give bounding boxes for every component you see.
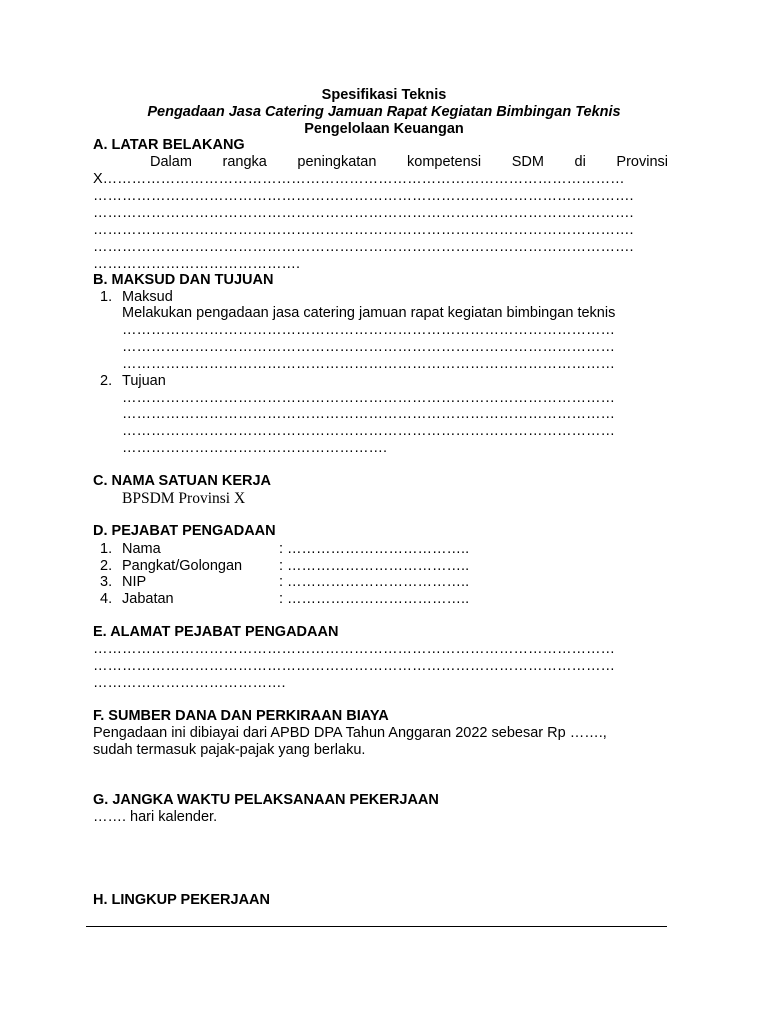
word: kompetensi xyxy=(407,154,482,170)
field-value-nama: : ……………………………….. xyxy=(279,541,470,557)
alamat-dot-line-last: …………………………………. xyxy=(93,675,286,691)
maksud-label: Maksud xyxy=(122,289,173,305)
section-c-heading: C. NAMA SATUAN KERJA xyxy=(93,473,272,489)
word: Dalam xyxy=(150,154,192,170)
sumber-dana-text: Pengadaan ini dibiayai dari APBD DPA Tahun Anggaran 2022 sebesar Rp ……., xyxy=(93,725,607,741)
horizontal-rule xyxy=(86,926,667,927)
maksud-dot-line: ………………………………………………………………………………………… xyxy=(122,339,615,355)
maksud-dot-line: ………………………………………………………………………………………… xyxy=(122,322,615,338)
section-a-dot-line: …………………………………………………………………………………………………. xyxy=(93,188,634,204)
section-e-heading: E. ALAMAT PEJABAT PENGADAAN xyxy=(93,624,339,640)
list-number: 1. xyxy=(100,541,113,557)
section-a-dot-line: …………………………………………………………………………………………………. xyxy=(93,239,634,255)
tujuan-label: Tujuan xyxy=(122,373,166,389)
word: Provinsi xyxy=(616,154,668,170)
field-value-jabatan: : ……………………………….. xyxy=(279,591,470,607)
sumber-dana-text-2: sudah termasuk pajak-pajak yang berlaku. xyxy=(93,742,366,758)
document-title: Spesifikasi Teknis xyxy=(321,87,447,103)
section-a-dot-line-last: ……………………………………. xyxy=(93,256,301,272)
section-a-dot-line: …………………………………………………………………………………………………. xyxy=(93,222,634,238)
list-number: 1. xyxy=(100,289,113,305)
tujuan-dot-line-last: ………………………………………………. xyxy=(122,440,388,456)
tujuan-dot-line: ………………………………………………………………………………………… xyxy=(122,390,615,406)
document-subtitle-2: Pengelolaan Keuangan xyxy=(304,121,464,137)
section-h-heading: H. LINGKUP PEKERJAAN xyxy=(93,892,270,908)
tujuan-dot-line: ………………………………………………………………………………………… xyxy=(122,406,615,422)
word: peningkatan xyxy=(297,154,377,170)
list-number: 2. xyxy=(100,558,113,574)
section-f-heading: F. SUMBER DANA DAN PERKIRAAN BIAYA xyxy=(93,708,389,724)
section-a-paragraph-line1 xyxy=(150,154,668,171)
word: SDM xyxy=(511,154,544,170)
document-subtitle: Pengadaan Jasa Catering Jamuan Rapat Kegiatan Bimbingan Teknis xyxy=(147,104,621,120)
jangka-waktu-text: ……. hari kalender. xyxy=(93,809,218,825)
alamat-dot-line: ……………………………………………………………………………………………… xyxy=(93,641,615,657)
satuan-kerja-value: BPSDM Provinsi X xyxy=(122,490,246,507)
list-number: 4. xyxy=(100,591,113,607)
list-number: 3. xyxy=(100,574,113,590)
section-a-dot-line: …………………………………………………………………………………………………. xyxy=(93,205,634,221)
alamat-dot-line: ……………………………………………………………………………………………… xyxy=(93,658,615,674)
maksud-dot-line: ………………………………………………………………………………………… xyxy=(122,356,615,372)
list-number: 2. xyxy=(100,373,113,389)
section-g-heading: G. JANGKA WAKTU PELAKSANAAN PEKERJAAN xyxy=(93,792,439,808)
word: rangka xyxy=(222,154,267,170)
field-label-pangkat: Pangkat/Golongan xyxy=(122,558,243,574)
section-a-paragraph-line2: X……………………………………………………………………………………………… xyxy=(93,171,625,187)
section-a-heading: A. LATAR BELAKANG xyxy=(93,137,245,153)
word: di xyxy=(574,154,586,170)
maksud-text: Melakukan pengadaan jasa catering jamuan rapat kegiatan bimbingan teknis xyxy=(122,305,616,321)
field-label-jabatan: Jabatan xyxy=(122,591,174,607)
field-label-nama: Nama xyxy=(122,541,161,557)
field-value-pangkat: : ……………………………….. xyxy=(279,558,470,574)
section-b-heading: B. MAKSUD DAN TUJUAN xyxy=(93,272,274,288)
field-value-nip: : ……………………………….. xyxy=(279,574,470,590)
tujuan-dot-line: ………………………………………………………………………………………… xyxy=(122,423,615,439)
field-label-nip: NIP xyxy=(122,574,147,590)
section-d-heading: D. PEJABAT PENGADAAN xyxy=(93,523,276,539)
